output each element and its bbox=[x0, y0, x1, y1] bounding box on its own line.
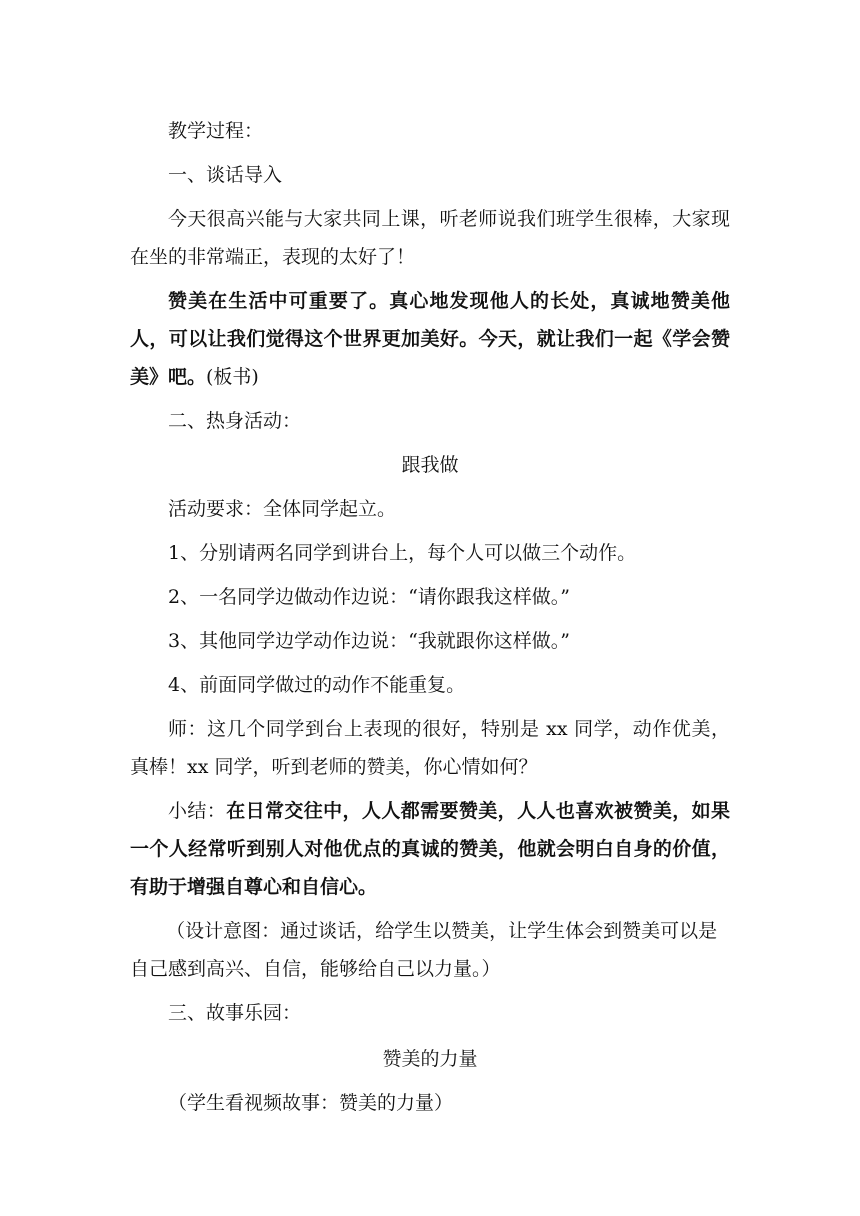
activity-requirement: 活动要求：全体同学起立。 bbox=[168, 498, 397, 520]
activity-item-4: 4、前面同学做过的动作不能重复。 bbox=[168, 674, 466, 696]
story-title: 赞美的力量 bbox=[382, 1048, 478, 1070]
praise-paragraph-note: (板书) bbox=[206, 366, 259, 388]
activity-title: 跟我做 bbox=[401, 454, 459, 476]
document-body bbox=[130, 112, 730, 1128]
praise-paragraph bbox=[130, 282, 730, 396]
section-heading-warmup: 二、热身活动： bbox=[168, 410, 302, 432]
activity-item-2: 2、一名同学边做动作边说：“请你跟我这样做。” bbox=[168, 586, 571, 608]
story-note: （学生看视频故事：赞美的力量） bbox=[168, 1092, 454, 1114]
praise-paragraph-bold: 赞美在生活中可重要了。真心地发现他人的长处，真诚地赞美他人，可以让我们觉得这个世界更加美好。今天，就让我们一起《学会赞美》吧。 bbox=[130, 290, 730, 388]
section-heading-intro: 一、谈话导入 bbox=[168, 164, 283, 186]
design-intent: （设计意图：通过谈话，给学生以赞美，让学生体会到赞美可以是自己感到高兴、自信，能够给自己以力量。） bbox=[130, 920, 718, 980]
intro-paragraph: 今天很高兴能与大家共同上课，听老师说我们班学生很棒，大家现在坐的非常端正，表现的太好了！ bbox=[130, 208, 730, 268]
teacher-remark: 师：这几个同学到台上表现的很好，特别是 xx 同学，动作优美，真棒！xx 同学，听到老师的赞美，你心情如何？ bbox=[130, 718, 730, 778]
summary-text: 在日常交往中，人人都需要赞美，人人也喜欢被赞美，如果一个人经常听到别人对他优点的真诚的赞美，他就会明白自身的价值，有助于增强自尊心和自信心。 bbox=[130, 800, 730, 898]
process-heading: 教学过程： bbox=[168, 120, 264, 142]
activity-item-3: 3、其他同学边学动作边说：“我就跟你这样做。” bbox=[168, 630, 571, 652]
activity-item-1: 1、分别请两名同学到讲台上，每个人可以做三个动作。 bbox=[168, 542, 637, 564]
section-heading-story: 三、故事乐园： bbox=[168, 1002, 302, 1024]
summary-label: 小结： bbox=[168, 800, 227, 822]
summary-paragraph bbox=[130, 792, 730, 906]
